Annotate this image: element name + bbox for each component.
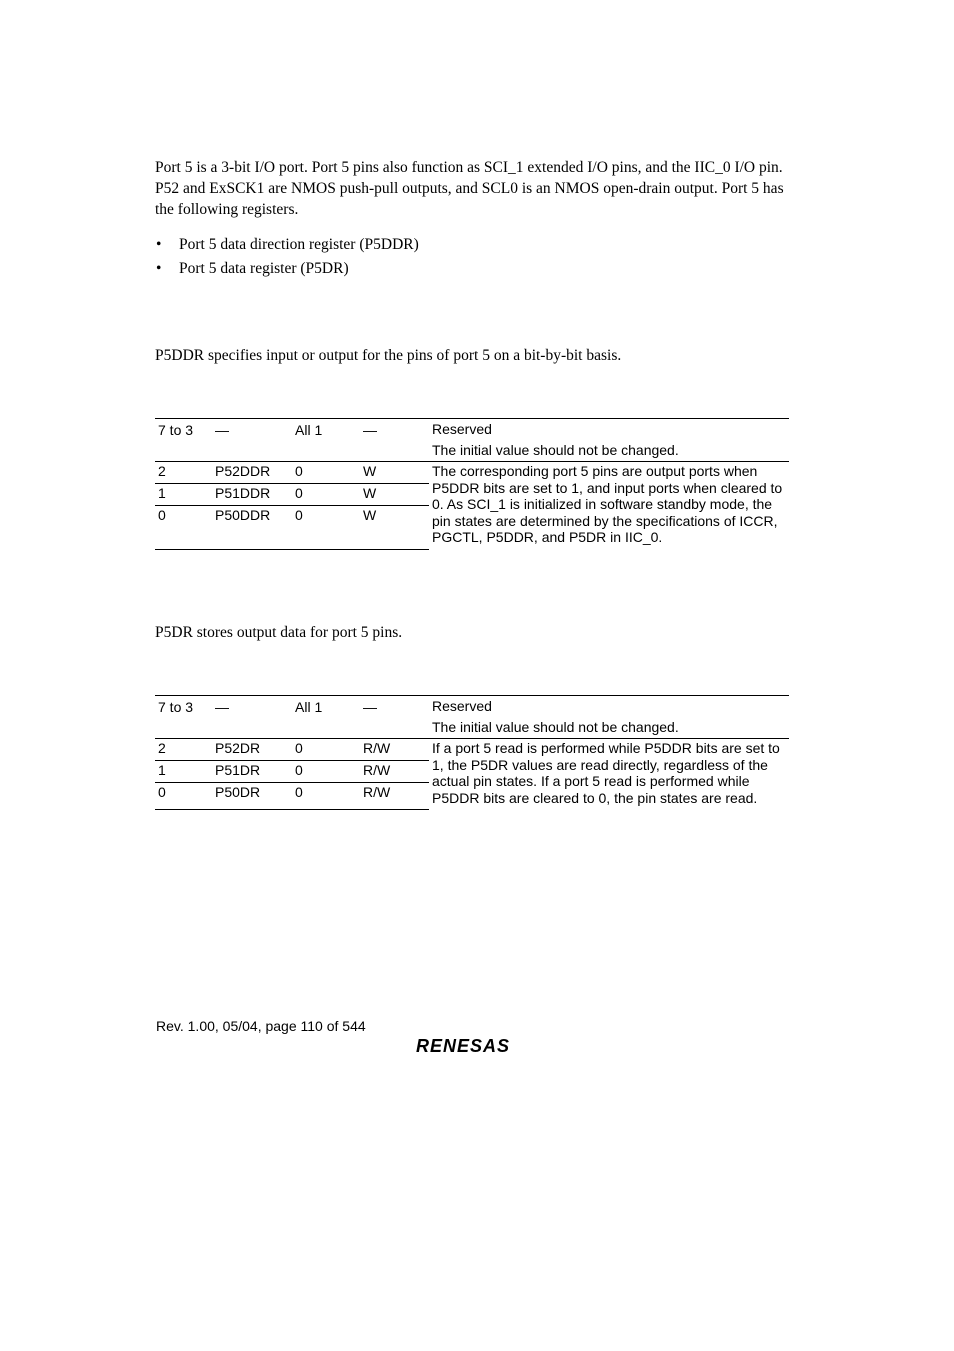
bullet-icon: • <box>156 260 162 277</box>
bit-name-cell: P52DDR <box>212 462 292 484</box>
shared-description-cell: The corresponding port 5 pins are output ports when P5DDR bits are set to 1, and input ports when cleared to 0. As SCI_1 is initialized in software standby mode, the pin states are determined by the specifications of ICCR, PGCTL, P5DDR, and P5DR in IIC_0. <box>429 462 789 550</box>
bit-name-cell: — <box>212 696 292 739</box>
reserved-note: The initial value should not be changed. <box>432 442 679 458</box>
bit-name-cell: P51DDR <box>212 484 292 506</box>
bit-cell: 2 <box>155 739 212 761</box>
bullet-icon: • <box>156 236 162 253</box>
p5dr-description: P5DR stores output data for port 5 pins. <box>155 624 403 641</box>
p5dr-table <box>155 695 789 810</box>
p5ddr-table <box>155 418 789 550</box>
rw-cell: R/W <box>360 739 429 761</box>
bit-cell: 7 to 3 <box>155 419 212 462</box>
p5ddr-description: P5DDR specifies input or output for the pins of port 5 on a bit-by-bit basis. <box>155 347 622 364</box>
initial-value-cell: 0 <box>292 783 360 810</box>
initial-value-cell: 0 <box>292 761 360 783</box>
bit-cell: 7 to 3 <box>155 696 212 739</box>
initial-value-cell: 0 <box>292 506 360 550</box>
bit-name-cell: P52DR <box>212 739 292 761</box>
reserved-label: Reserved <box>432 421 492 437</box>
rw-cell: W <box>360 462 429 484</box>
table-row <box>155 462 789 484</box>
rw-cell: W <box>360 506 429 550</box>
bit-name-cell: P51DR <box>212 761 292 783</box>
list-item-label: Port 5 data direction register (P5DDR) <box>179 236 419 253</box>
description-cell <box>429 696 789 739</box>
initial-value-cell: All 1 <box>292 696 360 739</box>
rw-cell: — <box>360 419 429 462</box>
table-row <box>155 419 789 462</box>
shared-description-cell: If a port 5 read is performed while P5DDR bits are set to 1, the P5DR values are read directly, regardless of the actual pin states. If a port 5 read is performed while P5DDR bits are cleared to 0, the pin states are read. <box>429 739 789 810</box>
register-list <box>155 234 419 282</box>
reserved-label: Reserved <box>432 698 492 714</box>
bit-cell: 1 <box>155 761 212 783</box>
rw-cell: R/W <box>360 783 429 810</box>
intro-paragraph: Port 5 is a 3-bit I/O port. Port 5 pins also function as SCI_1 extended I/O pins, and the IIC_0 I/O pin. P52 and ExSCK1 are NMOS push-pull outputs, and SCL0 is an NMOS open-drain output. Port 5 has the following registers. <box>155 159 784 218</box>
bit-cell: 1 <box>155 484 212 506</box>
list-item <box>155 258 419 282</box>
bit-cell: 0 <box>155 506 212 550</box>
initial-value-cell: 0 <box>292 739 360 761</box>
renesas-logo <box>414 1034 536 1056</box>
bit-cell: 0 <box>155 783 212 810</box>
rw-cell: R/W <box>360 761 429 783</box>
initial-value-cell: 0 <box>292 462 360 484</box>
initial-value-cell: 0 <box>292 484 360 506</box>
bit-cell: 2 <box>155 462 212 484</box>
rw-cell: — <box>360 696 429 739</box>
bit-name-cell: P50DR <box>212 783 292 810</box>
description-cell <box>429 419 789 462</box>
initial-value-cell: All 1 <box>292 419 360 462</box>
table-row <box>155 739 789 761</box>
rw-cell: W <box>360 484 429 506</box>
list-item-label: Port 5 data register (P5DR) <box>179 260 349 277</box>
table-row <box>155 696 789 739</box>
bit-name-cell: P50DDR <box>212 506 292 550</box>
bit-name-cell: — <box>212 419 292 462</box>
reserved-note: The initial value should not be changed. <box>432 719 679 735</box>
page-footer: Rev. 1.00, 05/04, page 110 of 544 <box>156 1018 366 1034</box>
logo-text: RENESAS <box>416 1036 511 1056</box>
list-item <box>155 234 419 258</box>
